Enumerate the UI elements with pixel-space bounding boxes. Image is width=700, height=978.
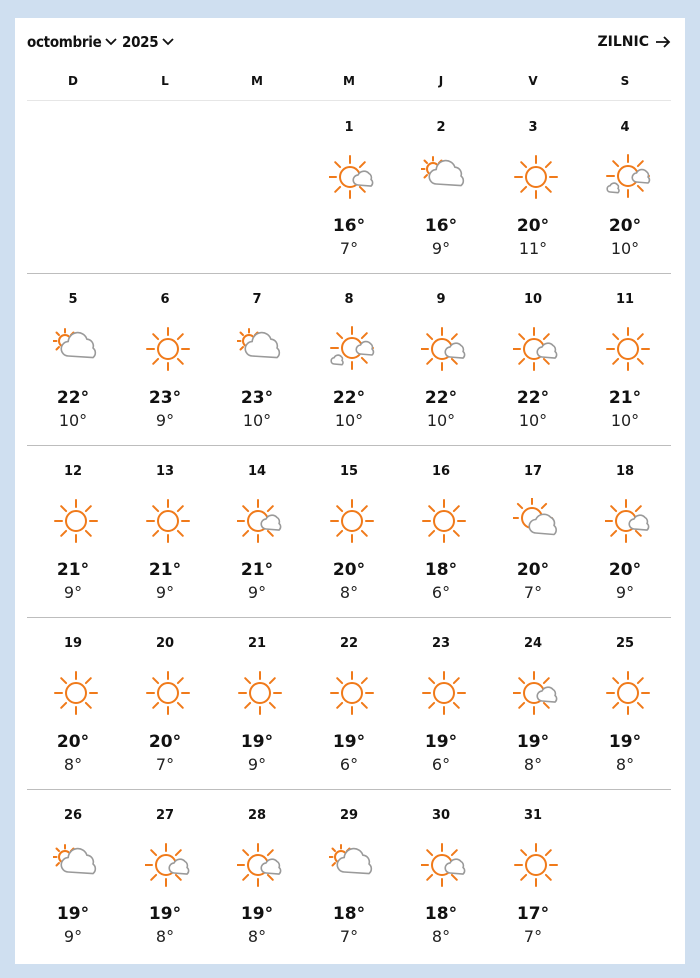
sun-cloud-icon	[237, 842, 283, 888]
day-number: 1	[344, 120, 354, 135]
day-number: 10	[523, 292, 543, 307]
min-temperature: 10°	[610, 239, 640, 258]
day-cell[interactable]	[211, 618, 303, 790]
day-number: 16	[431, 464, 451, 479]
day-number: 26	[63, 808, 83, 823]
day-number: 22	[339, 636, 359, 651]
max-temperature: 19°	[240, 904, 274, 924]
min-temperature: 6°	[431, 755, 451, 774]
day-number: 24	[523, 636, 543, 651]
day-cell[interactable]	[27, 274, 119, 446]
min-temperature: 9°	[155, 411, 175, 430]
sun-icon	[329, 498, 375, 544]
sun-cloud-icon	[145, 842, 191, 888]
weekday-label: V	[528, 74, 538, 88]
min-temperature: 8°	[155, 927, 175, 946]
month-label: octombrie	[27, 33, 102, 51]
day-number: 19	[63, 636, 83, 651]
max-temperature: 22°	[516, 388, 550, 408]
day-number: 28	[247, 808, 267, 823]
sun-icon	[53, 498, 99, 544]
max-temperature: 20°	[332, 560, 366, 580]
max-temperature: 18°	[332, 904, 366, 924]
min-temperature: 8°	[615, 755, 635, 774]
min-temperature: 10°	[610, 411, 640, 430]
sun-cloud-icon	[421, 842, 467, 888]
day-cell[interactable]	[211, 790, 303, 962]
day-number: 8	[344, 292, 354, 307]
day-cell[interactable]	[211, 446, 303, 618]
min-temperature: 9°	[63, 927, 83, 946]
empty-day-cell	[27, 102, 119, 274]
sun-cloud-icon	[605, 498, 651, 544]
weekday-label: D	[68, 74, 78, 88]
day-cell[interactable]	[579, 446, 671, 618]
day-cell[interactable]	[303, 790, 395, 962]
min-temperature: 9°	[63, 583, 83, 602]
year-picker[interactable]	[122, 32, 174, 52]
day-cell[interactable]	[119, 618, 211, 790]
cloudy-icon	[237, 326, 283, 372]
max-temperature: 19°	[240, 732, 274, 752]
day-cell[interactable]	[487, 446, 579, 618]
calendar-card	[15, 18, 685, 964]
week-row	[27, 446, 671, 618]
max-temperature: 22°	[56, 388, 90, 408]
day-cell[interactable]	[579, 274, 671, 446]
min-temperature: 10°	[518, 411, 548, 430]
cloudy-icon	[53, 842, 99, 888]
day-number: 15	[339, 464, 359, 479]
empty-day-cell	[211, 102, 303, 274]
day-cell[interactable]	[395, 790, 487, 962]
sun-icon	[329, 670, 375, 716]
day-number: 12	[63, 464, 83, 479]
sun-clouds-icon	[329, 326, 375, 372]
day-cell[interactable]	[27, 618, 119, 790]
day-cell[interactable]	[119, 446, 211, 618]
max-temperature: 16°	[332, 216, 366, 236]
week-row	[27, 618, 671, 790]
month-picker[interactable]	[27, 32, 117, 52]
sun-icon	[605, 326, 651, 372]
weekday-label: S	[620, 74, 630, 88]
day-cell[interactable]	[579, 102, 671, 274]
day-number: 25	[615, 636, 635, 651]
chevron-down-icon	[105, 38, 117, 46]
min-temperature: 9°	[247, 583, 267, 602]
week-row	[27, 102, 671, 274]
day-number: 13	[155, 464, 175, 479]
max-temperature: 20°	[56, 732, 90, 752]
day-number: 3	[528, 120, 538, 135]
max-temperature: 22°	[332, 388, 366, 408]
min-temperature: 7°	[523, 927, 543, 946]
max-temperature: 22°	[424, 388, 458, 408]
sun-icon	[237, 670, 283, 716]
day-number: 29	[339, 808, 359, 823]
max-temperature: 20°	[608, 560, 642, 580]
day-cell[interactable]	[487, 102, 579, 274]
sun-cloud-icon	[421, 326, 467, 372]
max-temperature: 20°	[608, 216, 642, 236]
min-temperature: 9°	[247, 755, 267, 774]
max-temperature: 19°	[56, 904, 90, 924]
day-cell[interactable]	[303, 102, 395, 274]
week-row	[27, 274, 671, 446]
min-temperature: 8°	[63, 755, 83, 774]
empty-day-cell	[579, 790, 671, 962]
chevron-down-icon	[162, 38, 174, 46]
day-cell[interactable]	[303, 446, 395, 618]
sun-icon	[421, 498, 467, 544]
cloudy-icon	[421, 154, 467, 200]
min-temperature: 9°	[615, 583, 635, 602]
daily-view-link[interactable]	[598, 32, 671, 52]
min-temperature: 7°	[339, 927, 359, 946]
min-temperature: 10°	[426, 411, 456, 430]
day-cell[interactable]	[395, 618, 487, 790]
empty-day-cell	[119, 102, 211, 274]
max-temperature: 18°	[424, 560, 458, 580]
sun-icon	[145, 498, 191, 544]
min-temperature: 7°	[155, 755, 175, 774]
sun-icon	[605, 670, 651, 716]
max-temperature: 23°	[148, 388, 182, 408]
month-grid	[27, 102, 671, 962]
min-temperature: 7°	[523, 583, 543, 602]
calendar-header	[15, 18, 685, 66]
max-temperature: 21°	[56, 560, 90, 580]
day-number: 30	[431, 808, 451, 823]
min-temperature: 8°	[523, 755, 543, 774]
max-temperature: 16°	[424, 216, 458, 236]
max-temperature: 20°	[148, 732, 182, 752]
max-temperature: 20°	[516, 560, 550, 580]
day-cell[interactable]	[487, 790, 579, 962]
min-temperature: 7°	[339, 239, 359, 258]
cloudy-icon	[329, 842, 375, 888]
day-cell[interactable]	[119, 790, 211, 962]
day-cell[interactable]	[395, 274, 487, 446]
sun-icon	[421, 670, 467, 716]
sun-icon	[513, 154, 559, 200]
sun-icon	[53, 670, 99, 716]
max-temperature: 23°	[240, 388, 274, 408]
min-temperature: 8°	[431, 927, 451, 946]
day-cell[interactable]	[27, 790, 119, 962]
day-number: 21	[247, 636, 267, 651]
max-temperature: 19°	[148, 904, 182, 924]
weekday-label: M	[251, 74, 263, 88]
day-number: 23	[431, 636, 451, 651]
min-temperature: 6°	[339, 755, 359, 774]
day-number: 14	[247, 464, 267, 479]
cloudy-icon	[53, 326, 99, 372]
arrow-right-icon	[655, 36, 671, 48]
min-temperature: 10°	[334, 411, 364, 430]
sun-icon	[145, 670, 191, 716]
min-temperature: 6°	[431, 583, 451, 602]
year-label: 2025	[122, 33, 159, 51]
day-number: 9	[436, 292, 446, 307]
day-number: 31	[523, 808, 543, 823]
day-cell[interactable]	[211, 274, 303, 446]
sun-cloud-icon	[329, 154, 375, 200]
partly-cloudy-icon	[513, 498, 559, 544]
weekday-label: M	[343, 74, 355, 88]
sun-clouds-icon	[605, 154, 651, 200]
daily-view-label: ZILNIC	[597, 34, 649, 50]
day-number: 17	[523, 464, 543, 479]
max-temperature: 21°	[148, 560, 182, 580]
min-temperature: 10°	[242, 411, 272, 430]
max-temperature: 17°	[516, 904, 550, 924]
day-number: 4	[620, 120, 630, 135]
day-number: 27	[155, 808, 175, 823]
day-cell[interactable]	[395, 102, 487, 274]
max-temperature: 19°	[516, 732, 550, 752]
max-temperature: 19°	[332, 732, 366, 752]
day-number: 7	[252, 292, 262, 307]
sun-cloud-icon	[513, 670, 559, 716]
min-temperature: 11°	[518, 239, 548, 258]
weekday-header-row	[27, 70, 671, 101]
day-number: 5	[68, 292, 78, 307]
weekday-label: L	[161, 74, 169, 88]
day-number: 2	[436, 120, 446, 135]
day-cell[interactable]	[487, 618, 579, 790]
day-number: 18	[615, 464, 635, 479]
day-cell[interactable]	[303, 618, 395, 790]
day-cell[interactable]	[579, 618, 671, 790]
max-temperature: 21°	[608, 388, 642, 408]
day-cell[interactable]	[303, 274, 395, 446]
day-number: 11	[615, 292, 635, 307]
day-cell[interactable]	[487, 274, 579, 446]
min-temperature: 8°	[247, 927, 267, 946]
min-temperature: 8°	[339, 583, 359, 602]
day-number: 20	[155, 636, 175, 651]
sun-icon	[145, 326, 191, 372]
day-cell[interactable]	[119, 274, 211, 446]
max-temperature: 18°	[424, 904, 458, 924]
max-temperature: 20°	[516, 216, 550, 236]
week-row	[27, 790, 671, 962]
sun-cloud-icon	[237, 498, 283, 544]
max-temperature: 19°	[424, 732, 458, 752]
min-temperature: 9°	[155, 583, 175, 602]
sun-icon	[513, 842, 559, 888]
weekday-label: J	[438, 74, 444, 88]
day-number: 6	[160, 292, 170, 307]
sun-cloud-icon	[513, 326, 559, 372]
min-temperature: 9°	[431, 239, 451, 258]
max-temperature: 21°	[240, 560, 274, 580]
min-temperature: 10°	[58, 411, 88, 430]
max-temperature: 19°	[608, 732, 642, 752]
day-cell[interactable]	[27, 446, 119, 618]
day-cell[interactable]	[395, 446, 487, 618]
